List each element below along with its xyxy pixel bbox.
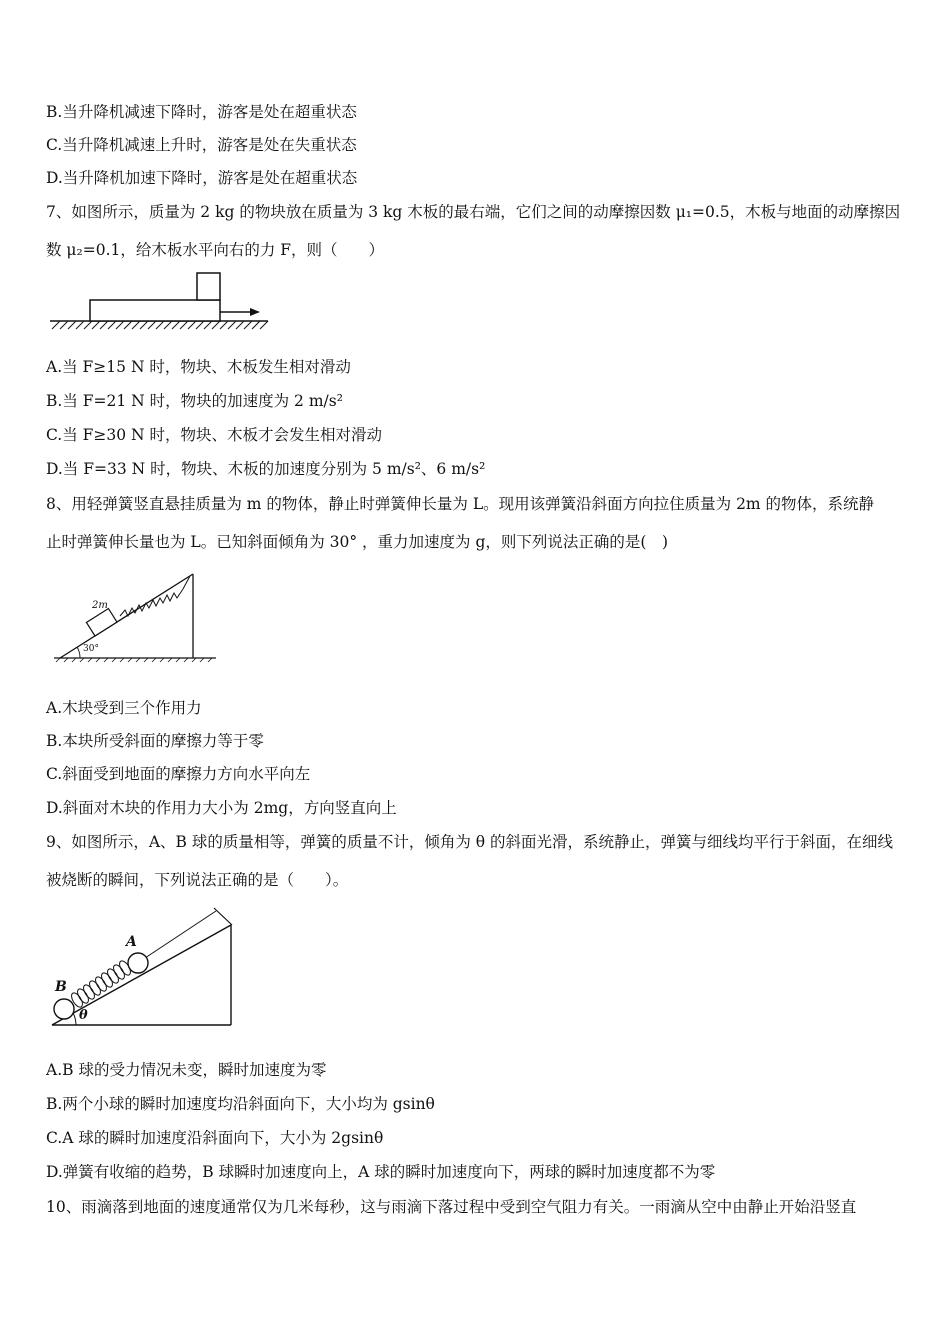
q8-option-b: B.本块所受斜面的摩擦力等于零 — [46, 732, 264, 750]
q9-option-c: C.A 球的瞬时加速度沿斜面向下，大小为 2gsinθ — [46, 1129, 384, 1147]
q8-option-c: C.斜面受到地面的摩擦力方向水平向左 — [46, 765, 311, 783]
q8-option-a: A.木块受到三个作用力 — [46, 699, 202, 717]
q9-angle-label: θ — [79, 1008, 88, 1023]
q9-ball-a-label: A — [126, 934, 137, 950]
q6-option-c: C.当升降机减速上升时，游客是处在失重状态 — [46, 136, 357, 154]
q9-option-b: B.两个小球的瞬时加速度均沿斜面向下，大小均为 gsinθ — [46, 1095, 435, 1113]
q8-option-d: D.斜面对木块的作用力大小为 2mg，方向竖直向上 — [46, 799, 397, 817]
q7-stem-line1: 7、如图所示，质量为 2 kg 的物块放在质量为 3 kg 木板的最右端，它们之间的动摩擦因数 μ₁=0.5，木板与地面的动摩擦因 — [46, 203, 901, 221]
q9-option-a: A.B 球的受力情况未变，瞬时加速度为零 — [46, 1061, 327, 1079]
q7-option-d: D.当 F=33 N 时，物块、木板的加速度分别为 5 m/s²、6 m/s² — [46, 460, 486, 478]
q8-stem-line2: 止时弹簧伸长量也为 L。已知斜面倾角为 30° ，重力加速度为 g，则下列说法正确的是( ) — [46, 533, 668, 551]
q9-ball-b-label: B — [55, 979, 67, 995]
q7-option-c: C.当 F≥30 N 时，物块、木板才会发生相对滑动 — [46, 426, 383, 444]
q6-option-d: D.当升降机加速下降时，游客是处在超重状态 — [46, 169, 358, 187]
q8-angle-label: 30° — [83, 644, 99, 654]
q10-stem-line1: 10、雨滴落到地面的速度通常仅为几米每秒，这与雨滴下落过程中受到空气阻力有关。一雨滴从空中由静止开始沿竖直 — [46, 1198, 857, 1216]
q7-option-a: A.当 F≥15 N 时，物块、木板发生相对滑动 — [46, 358, 351, 376]
q8-mass-label: 2m — [92, 600, 108, 611]
q9-option-d: D.弹簧有收缩的趋势，B 球瞬时加速度向上，A 球的瞬时加速度向下，两球的瞬时加速度都不为零 — [46, 1163, 716, 1181]
q7-figure — [46, 266, 276, 338]
q7-option-b: B.当 F=21 N 时，物块的加速度为 2 m/s² — [46, 392, 343, 410]
q6-option-b: B.当升降机减速下降时，游客是处在超重状态 — [46, 103, 357, 121]
q9-stem-line2: 被烧断的瞬间，下列说法正确的是（ ）。 — [46, 871, 349, 889]
q8-figure — [50, 570, 220, 665]
q7-stem-line2: 数 μ₂=0.1，给木板水平向右的力 F，则（ ） — [46, 241, 385, 259]
q9-figure — [46, 903, 238, 1031]
q9-stem-line1: 9、如图所示，A、B 球的质量相等，弹簧的质量不计，倾角为 θ 的斜面光滑，系统静止，弹簧与细线均平行于斜面，在细线 — [46, 833, 894, 851]
q8-stem-line1: 8、用轻弹簧竖直悬挂质量为 m 的物体，静止时弹簧伸长量为 L。现用该弹簧沿斜面方向拉住质量为 2m 的物体，系统静 — [46, 495, 875, 513]
